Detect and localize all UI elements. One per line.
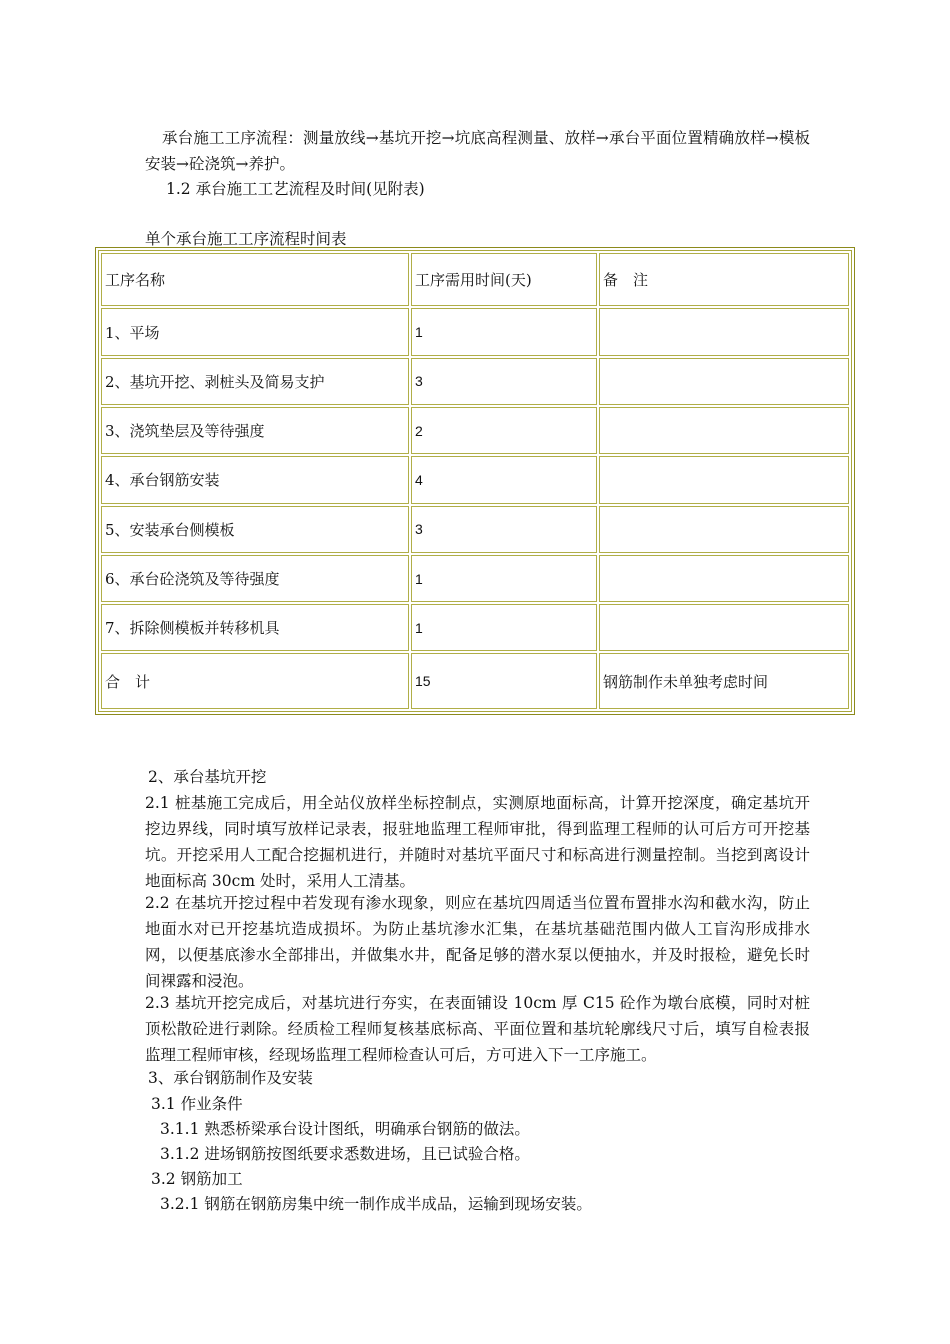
days-cell: 3 [411, 358, 597, 405]
table-row [101, 407, 849, 454]
table-row [101, 456, 849, 503]
days-cell: 1 [411, 308, 597, 355]
note-cell [599, 308, 849, 355]
note-cell [599, 407, 849, 454]
table-row [101, 358, 849, 405]
note-cell: 钢筋制作未单独考虑时间 [599, 653, 849, 709]
days-cell: 4 [411, 456, 597, 503]
process-name-cell: 4、承台钢筋安装 [101, 456, 409, 503]
note-cell [599, 456, 849, 503]
days-cell: 15 [411, 653, 597, 709]
table-row [101, 555, 849, 602]
process-name-cell: 1、平场 [101, 308, 409, 355]
table-row [101, 604, 849, 651]
section-2-heading: 2、承台基坑开挖 [148, 768, 267, 786]
process-name-cell: 合 计 [101, 653, 409, 709]
header-days: 工序需用时间(天) [411, 253, 597, 306]
table-caption: 单个承台施工工序流程时间表 [145, 230, 347, 248]
days-cell: 1 [411, 555, 597, 602]
process-name-cell: 3、浇筑垫层及等待强度 [101, 407, 409, 454]
days-cell: 1 [411, 604, 597, 651]
process-flow-paragraph: 承台施工工序流程：测量放线→基坑开挖→坑底高程测量、放样→承台平面位置精确放样→模板安装→砼浇筑→养护。 [145, 129, 810, 173]
note-cell [599, 555, 849, 602]
table-row [101, 308, 849, 355]
process-name-cell: 5、安装承台侧模板 [101, 506, 409, 553]
paragraph-2-3: 2.3 基坑开挖完成后，对基坑进行夯实，在表面铺设 10cm 厚 C15 砼作为墩台底模，同时对桩顶松散砼进行剥除。经质检工程师复核基底标高、平面位置和基坑轮廓线尺寸后，填写自检表报监理工程师审核，经现场监理工程师检查认可后，方可进入下一工序施工。 [145, 994, 810, 1064]
section-3-heading: 3、承台钢筋制作及安装 [148, 1069, 313, 1087]
process-name-cell: 6、承台砼浇筑及等待强度 [101, 555, 409, 602]
process-time-table [95, 247, 855, 715]
note-cell [599, 604, 849, 651]
note-cell [599, 358, 849, 405]
sub-heading-1-2: 1.2 承台施工工艺流程及时间(见附表) [166, 180, 425, 198]
days-cell: 3 [411, 506, 597, 553]
subsection-3-2: 3.2 钢筋加工 [151, 1170, 243, 1188]
header-note: 备 注 [599, 253, 849, 306]
note-cell [599, 506, 849, 553]
process-name-cell: 7、拆除侧模板并转移机具 [101, 604, 409, 651]
process-name-cell: 2、基坑开挖、剥桩头及简易支护 [101, 358, 409, 405]
item-3-2-1: 3.2.1 钢筋在钢筋房集中统一制作成半成品，运输到现场安装。 [160, 1195, 592, 1213]
paragraph-2-1: 2.1 桩基施工完成后，用全站仪放样坐标控制点，实测原地面标高，计算开挖深度，确定基坑开挖边界线，同时填写放样记录表，报驻地监理工程师审批，得到监理工程师的认可后方可开挖基坑。开挖采用人工配合挖掘机进行，并随时对基坑平面尺寸和标高进行测量控制。当挖到离设计地面标高 30cm 处时，采用人工清基。 [145, 794, 810, 890]
table-total-row [101, 653, 849, 709]
paragraph-2-2: 2.2 在基坑开挖过程中若发现有渗水现象，则应在基坑四周适当位置布置排水沟和截水沟，防止地面水对已开挖基坑造成损坏。为防止基坑渗水汇集，在基坑基础范围内做人工盲沟形成排水网，以便基底渗水全部排出，并做集水井，配备足够的潜水泵以便抽水，并及时报检，避免长时间裸露和浸泡。 [145, 894, 810, 990]
item-3-1-1: 3.1.1 熟悉桥梁承台设计图纸，明确承台钢筋的做法。 [160, 1120, 530, 1138]
table-row [101, 506, 849, 553]
table-header-row [101, 253, 849, 306]
header-process-name: 工序名称 [101, 253, 409, 306]
item-3-1-2: 3.1.2 进场钢筋按图纸要求悉数进场，且已试验合格。 [160, 1145, 530, 1163]
subsection-3-1: 3.1 作业条件 [151, 1095, 243, 1113]
days-cell: 2 [411, 407, 597, 454]
